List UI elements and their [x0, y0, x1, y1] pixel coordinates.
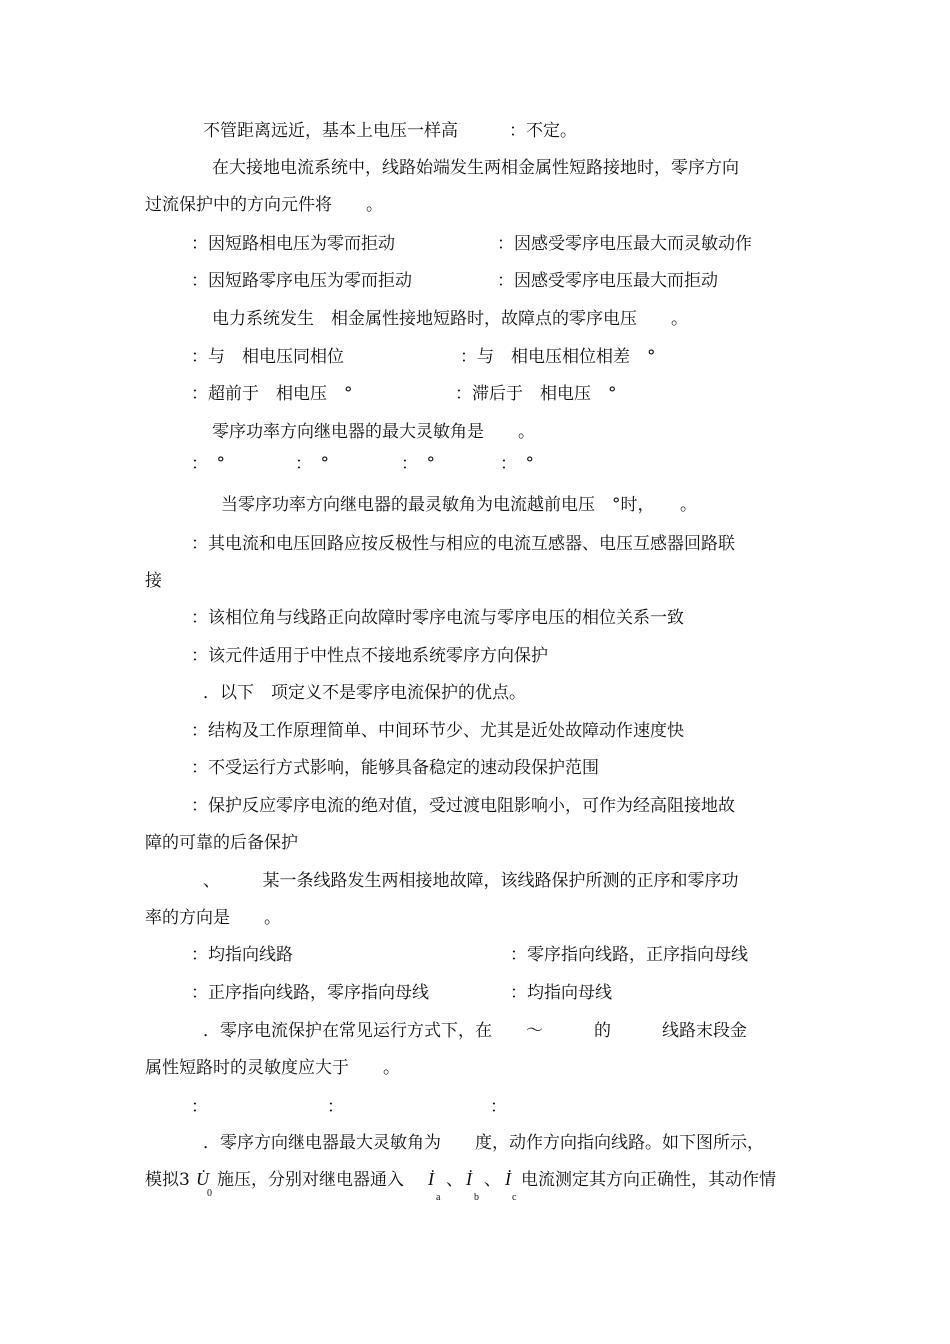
current-symbol: İ: [428, 1169, 434, 1189]
text-line: 率的方向是 。: [145, 908, 281, 928]
text-line: ：正序指向线路，零序指向母线: [191, 983, 429, 1003]
text-line: ：因短路零序电压为零而拒动 ：因感受零序电压最大而拒动: [191, 271, 718, 291]
text-line: ： °: [191, 454, 225, 474]
text-line: ：均指向母线: [510, 983, 612, 1003]
text-line: ：零序指向线路，正序指向母线: [510, 945, 748, 965]
current-symbol: İ: [466, 1169, 472, 1189]
text-line: 电力系统发生 相金属性接地短路时，故障点的零序电压 。: [212, 309, 688, 329]
text-line: 接: [145, 571, 162, 591]
text-line: ：: [490, 1097, 507, 1117]
text-line: 、: [446, 1170, 463, 1190]
text-line: ：与 相电压同相位: [191, 347, 344, 367]
text-line: 模拟3: [145, 1170, 190, 1190]
current-symbol: İ: [505, 1169, 511, 1189]
voltage-symbol: U̇: [196, 1169, 209, 1189]
text-line: ：该元件适用于中性点不接地系统零序方向保护: [191, 646, 548, 666]
text-line: ： °: [401, 454, 435, 474]
text-line: ： °: [295, 454, 329, 474]
text-line: 施压，分别对继电器通入: [217, 1170, 404, 1190]
text-line: ．零序方向继电器最大灵敏角为 度，动作方向指向线路。如下图所示，: [203, 1133, 764, 1153]
text-line: ：滞后于 相电压 °: [455, 384, 617, 404]
text-line: ： °: [500, 454, 534, 474]
subscript: 0: [207, 1188, 212, 1199]
text-line: 属性短路时的灵敏度应大于 。: [145, 1058, 400, 1078]
text-line: ：结构及工作原理简单、中间环节少、尤其是近处故障动作速度快: [191, 721, 684, 741]
text-line: 在大接地电流系统中，线路始端发生两相金属性短路接地时，零序方向: [212, 158, 739, 178]
text-line: 当零序功率方向继电器的最灵敏角为电流越前电压 °时， 。: [221, 495, 697, 515]
text-line: ：保护反应零序电流的绝对值，受过渡电阻影响小，可作为经高阻接地故: [191, 796, 735, 816]
text-line: ．以下 项定义不是零序电流保护的优点。: [203, 683, 526, 703]
text-line: ：与 相电压相位相差 °: [460, 347, 656, 367]
subscript: b: [474, 1192, 479, 1203]
subscript: a: [436, 1192, 441, 1203]
text-line: 、 某一条线路发生两相接地故障，该线路保护所测的正序和零序功: [203, 871, 739, 891]
text-line: ：该相位角与线路正向故障时零序电流与零序电压的相位关系一致: [191, 608, 684, 628]
text-line: 零序功率方向继电器的最大灵敏角是 。: [212, 422, 535, 442]
text-line: 障的可靠的后备保护: [145, 833, 298, 853]
subscript: c: [512, 1192, 517, 1203]
text-line: ：均指向线路: [191, 945, 293, 965]
text-line: ：: [327, 1097, 344, 1117]
text-line: 、: [484, 1170, 501, 1190]
text-line: ：超前于 相电压 °: [191, 384, 353, 404]
text-line: 电流测定其方向正确性，其动作情: [521, 1170, 776, 1190]
text-line: ：不受运行方式影响，能够具备稳定的速动段保护范围: [191, 758, 599, 778]
text-line: ：因短路相电压为零而拒动 ：因感受零序电压最大而灵敏动作: [191, 234, 752, 254]
text-line: ．零序电流保护在常见运行方式下，在 ～ 的 线路末段金: [203, 1021, 747, 1041]
text-line: 不管距离远近，基本上电压一样高 ：不定。: [203, 121, 577, 141]
text-line: ：其电流和电压回路应按反极性与相应的电流互感器、电压互感器回路联: [191, 534, 735, 554]
text-line: 过流保护中的方向元件将 。: [145, 195, 383, 215]
text-line: ：: [191, 1097, 208, 1117]
